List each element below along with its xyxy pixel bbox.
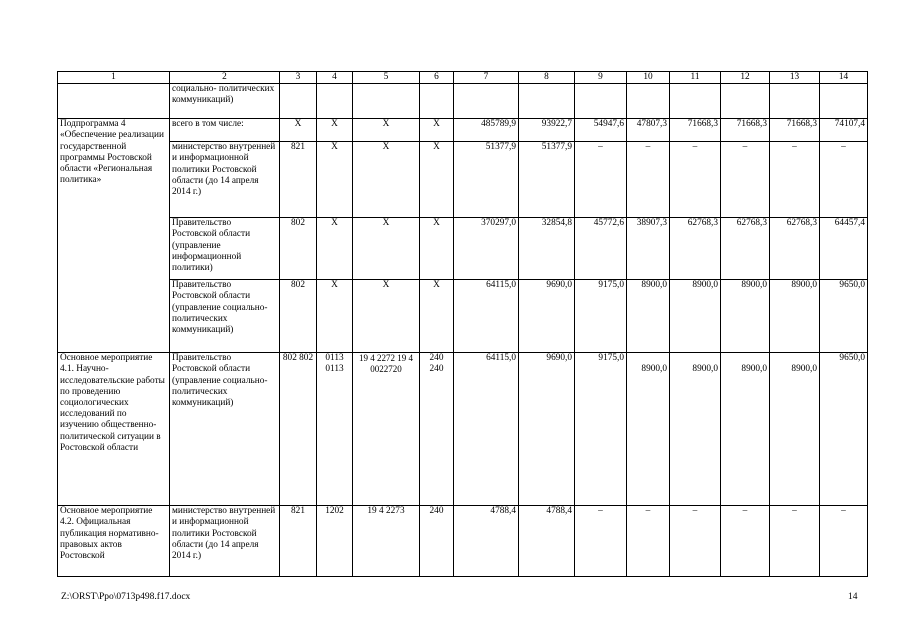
value-cell: – bbox=[575, 142, 627, 218]
header-cell: 5 bbox=[353, 72, 420, 84]
value-cell: 8900,0 bbox=[670, 353, 721, 506]
value-cell: – bbox=[670, 506, 721, 577]
table-row bbox=[58, 353, 868, 506]
value-cell: 8900,0 bbox=[770, 353, 820, 506]
code-cell: 240 240 bbox=[420, 353, 454, 506]
code-cell: 821 bbox=[280, 142, 317, 218]
header-cell: 8 bbox=[519, 72, 575, 84]
code-cell: Х bbox=[353, 280, 420, 353]
value-cell: – bbox=[627, 142, 670, 218]
value-cell: – bbox=[770, 506, 820, 577]
value-cell: 9650,0 bbox=[820, 280, 868, 353]
value-cell: 71668,3 bbox=[770, 119, 820, 142]
value-cell: 64115,0 bbox=[454, 353, 519, 506]
code-cell: 19 4 2272 19 4 0022720 bbox=[353, 353, 420, 506]
value-cell: 74107,4 bbox=[820, 119, 868, 142]
table-row bbox=[58, 84, 868, 119]
code-cell: 802 bbox=[280, 218, 317, 280]
code-cell: Х bbox=[420, 119, 454, 142]
value-cell: 8900,0 bbox=[721, 353, 770, 506]
code-cell: Х bbox=[353, 119, 420, 142]
header-cell: 6 bbox=[420, 72, 454, 84]
code-cell: Х bbox=[317, 142, 353, 218]
header-cell: 9 bbox=[575, 72, 627, 84]
value-cell: 64115,0 bbox=[454, 280, 519, 353]
value-cell: 71668,3 bbox=[721, 119, 770, 142]
executor-cell: Правительство Ростовской области (управление социально- политических коммуникаций) bbox=[170, 353, 280, 506]
executor-cell: всего в том числе: bbox=[170, 119, 280, 142]
table-row bbox=[58, 506, 868, 577]
header-cell: 11 bbox=[670, 72, 721, 84]
value-cell: 485789,9 bbox=[454, 119, 519, 142]
code-cell: Х bbox=[353, 218, 420, 280]
value-cell: – bbox=[770, 142, 820, 218]
header-cell: 7 bbox=[454, 72, 519, 84]
code-cell: Х bbox=[420, 142, 454, 218]
header-cell: 2 bbox=[170, 72, 280, 84]
code-cell: Х bbox=[353, 142, 420, 218]
header-cell: 14 bbox=[820, 72, 868, 84]
value-cell: 8900,0 bbox=[627, 353, 670, 506]
header-cell: 1 bbox=[58, 72, 170, 84]
name-cell bbox=[58, 84, 170, 119]
code-cell: 0113 0113 bbox=[317, 353, 353, 506]
value-cell: – bbox=[721, 506, 770, 577]
value-cell: 62768,3 bbox=[670, 218, 721, 280]
value-cell: 9690,0 bbox=[519, 353, 575, 506]
value-cell: 4788,4 bbox=[454, 506, 519, 577]
activity-name: Основное мероприятие 4.2. Официальная публикация нормативно-правовых актов Ростовской bbox=[58, 506, 170, 577]
code-cell: Х bbox=[420, 218, 454, 280]
value-cell: 71668,3 bbox=[670, 119, 721, 142]
table-row bbox=[58, 142, 868, 218]
value-cell: – bbox=[627, 506, 670, 577]
value-cell: 9690,0 bbox=[519, 280, 575, 353]
value-cell: – bbox=[670, 142, 721, 218]
value-cell: 32854,8 bbox=[519, 218, 575, 280]
value-cell: 93922,7 bbox=[519, 119, 575, 142]
value-cell: 9650,0 bbox=[820, 353, 868, 506]
value-cell: 54947,6 bbox=[575, 119, 627, 142]
value-cell: 8900,0 bbox=[770, 280, 820, 353]
table-row bbox=[58, 280, 868, 353]
header-cell: 3 bbox=[280, 72, 317, 84]
code-cell: 821 bbox=[280, 506, 317, 577]
value-cell: 9175,0 bbox=[575, 280, 627, 353]
code-cell: Х bbox=[280, 119, 317, 142]
header-cell: 10 bbox=[627, 72, 670, 84]
subprogram-name: Подпрограмма 4 «Обеспечение реализации государственной программы Ростовской области «Региональная политика» bbox=[58, 119, 170, 353]
value-cell: 62768,3 bbox=[770, 218, 820, 280]
value-cell: – bbox=[820, 142, 868, 218]
value-cell: 8900,0 bbox=[670, 280, 721, 353]
value-cell: 45772,6 bbox=[575, 218, 627, 280]
executor-cell: министерство внутренней и информационной политики Ростовской области (до 14 апреля 2014 г.) bbox=[170, 506, 280, 577]
file-path: Z:\ORST\Ppo\0713p498.f17.docx bbox=[61, 592, 191, 602]
code-cell: Х bbox=[317, 218, 353, 280]
code-cell: Х bbox=[317, 280, 353, 353]
executor-cell: Правительство Ростовской области (управление информационной политики) bbox=[170, 218, 280, 280]
activity-name: Основное мероприятие 4.1. Научно- исследовательские работы по проведению социологических исследований по изучению общественно- политической ситуации в Ростовской области bbox=[58, 353, 170, 506]
code-cell: 802 802 bbox=[280, 353, 317, 506]
page-number: 14 bbox=[848, 592, 858, 602]
value-cell: – bbox=[820, 506, 868, 577]
code-cell: 240 bbox=[420, 506, 454, 577]
executor-cell: социально- политических коммуникаций) bbox=[170, 84, 280, 119]
value-cell: 8900,0 bbox=[721, 280, 770, 353]
code-cell: Х bbox=[420, 280, 454, 353]
value-cell: 64457,4 bbox=[820, 218, 868, 280]
header-row bbox=[58, 72, 868, 84]
value-cell: 370297,0 bbox=[454, 218, 519, 280]
executor-cell: министерство внутренней и информационной политики Ростовской области (до 14 апреля 2014 г.) bbox=[170, 142, 280, 218]
header-cell: 4 bbox=[317, 72, 353, 84]
code-cell: Х bbox=[317, 119, 353, 142]
code-cell: 19 4 2273 bbox=[353, 506, 420, 577]
value-cell: – bbox=[721, 142, 770, 218]
value-cell: – bbox=[575, 506, 627, 577]
table-row bbox=[58, 218, 868, 280]
value-cell: 51377,9 bbox=[519, 142, 575, 218]
value-cell: 4788,4 bbox=[519, 506, 575, 577]
table-row bbox=[58, 119, 868, 142]
header-cell: 12 bbox=[721, 72, 770, 84]
value-cell: 8900,0 bbox=[627, 280, 670, 353]
executor-cell: Правительство Ростовской области (управление социально- политических коммуникаций) bbox=[170, 280, 280, 353]
value-cell: 51377,9 bbox=[454, 142, 519, 218]
value-cell: 62768,3 bbox=[721, 218, 770, 280]
value-cell: 9175,0 bbox=[575, 353, 627, 506]
value-cell: 38907,3 bbox=[627, 218, 670, 280]
code-cell: 1202 bbox=[317, 506, 353, 577]
budget-table bbox=[57, 71, 868, 577]
header-cell: 13 bbox=[770, 72, 820, 84]
value-cell: 47807,3 bbox=[627, 119, 670, 142]
code-cell: 802 bbox=[280, 280, 317, 353]
